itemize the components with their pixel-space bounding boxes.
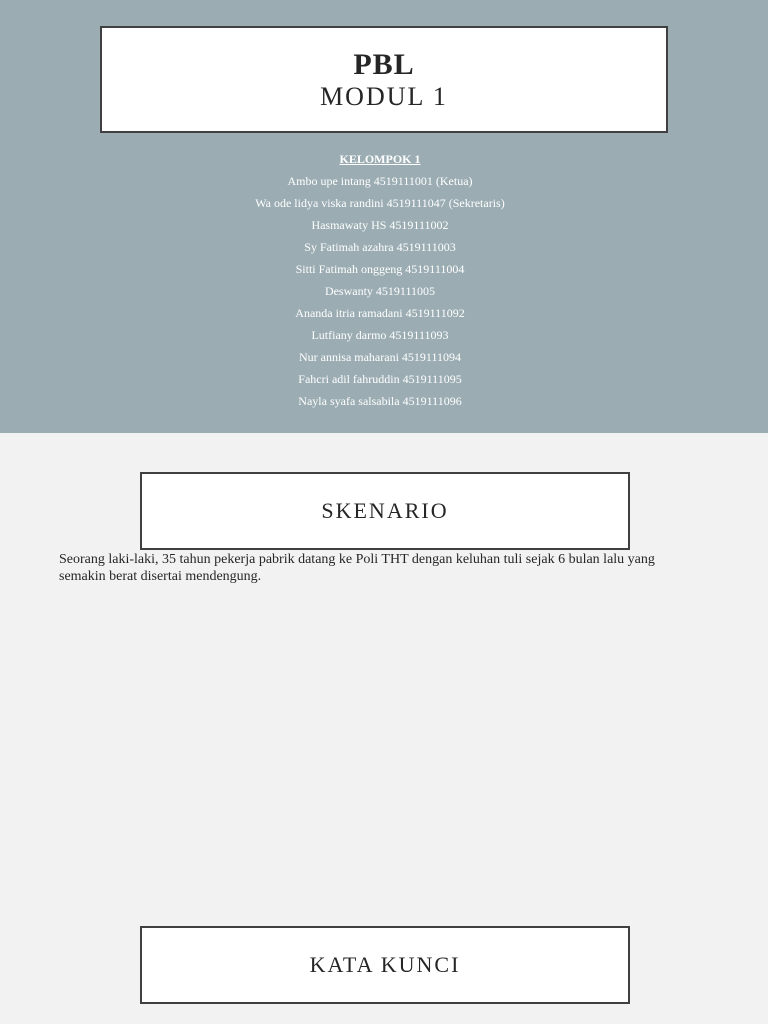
- member-item: Nayla syafa salsabila 4519111096: [298, 394, 462, 408]
- group-members-list: [0, 150, 760, 414]
- member-item: Sitti Fatimah onggeng 4519111004: [295, 262, 465, 276]
- member-item: Wa ode lidya viska randini 4519111047 (Sekretaris): [255, 196, 505, 210]
- kata-kunci-heading: KATA KUNCI: [309, 952, 461, 977]
- member-item: Ambo upe intang 4519111001 (Ketua): [287, 174, 473, 188]
- member-item: Nur annisa maharani 4519111094: [298, 350, 462, 364]
- member-item: Sy Fatimah azahra 4519111003: [304, 240, 456, 254]
- member-item: Deswanty 4519111005: [324, 284, 436, 298]
- member-item: Hasmawaty HS 4519111002: [311, 218, 449, 232]
- module-subtitle: MODUL 1: [320, 82, 448, 111]
- title-slide-band: [0, 0, 768, 433]
- kata-kunci-heading-box: [140, 926, 630, 1004]
- scenario-text: Seorang laki-laki, 35 tahun pekerja pabrik datang ke Poli THT dengan keluhan tuli sejak 6 bulan lalu yang semakin berat disertai mendengung.: [59, 552, 655, 584]
- member-item: Lutfiany darmo 4519111093: [311, 328, 449, 342]
- document-title: PBL: [353, 48, 415, 81]
- skenario-heading: SKENARIO: [321, 498, 449, 523]
- member-item: Fahcri adil fahruddin 4519111095: [298, 372, 462, 386]
- member-item: Ananda itria ramadani 4519111092: [295, 306, 465, 320]
- title-box: [100, 26, 668, 133]
- group-heading: KELOMPOK 1: [339, 152, 421, 166]
- skenario-heading-box: [140, 472, 630, 550]
